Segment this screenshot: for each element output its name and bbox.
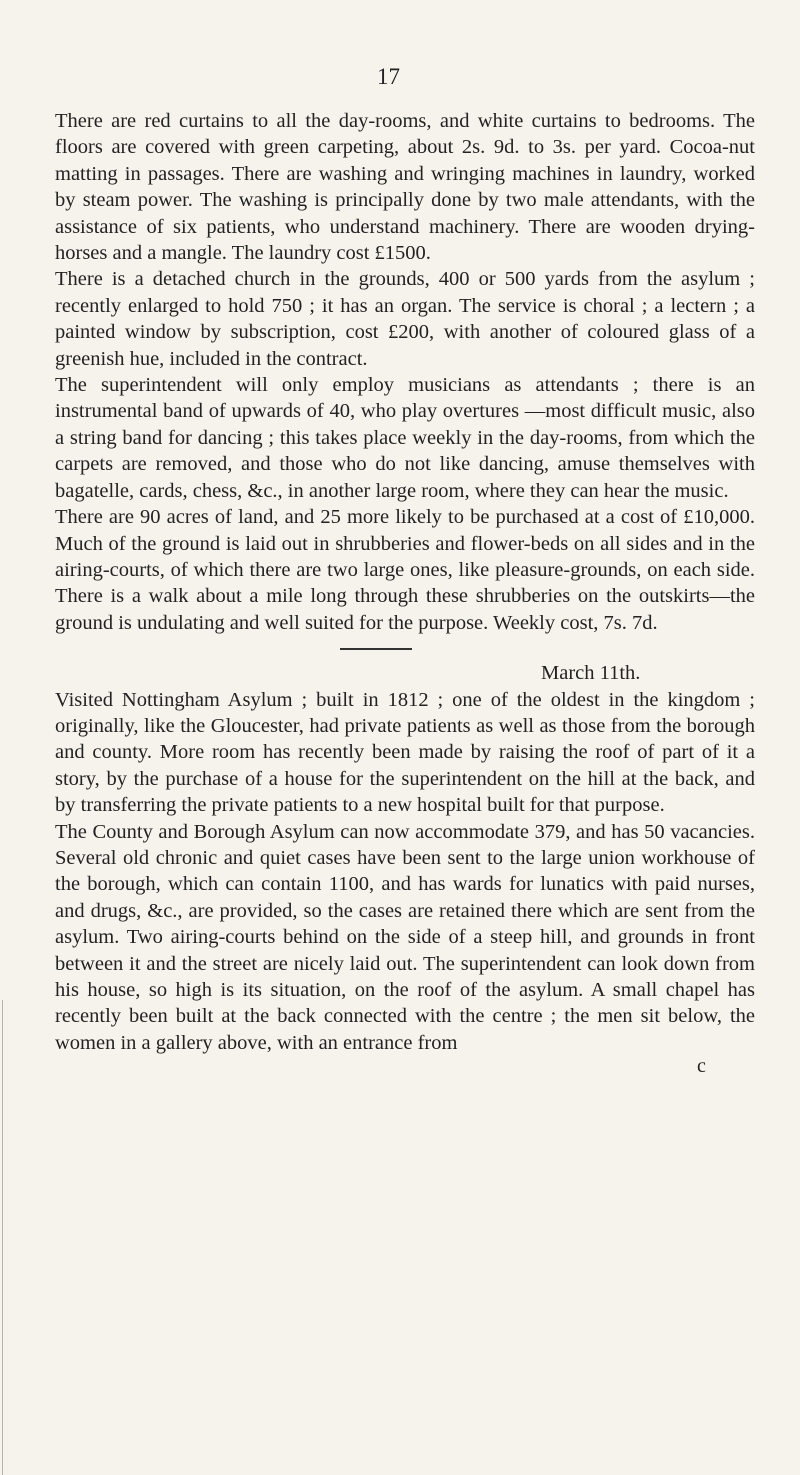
paragraph-band-music: The superintendent will only employ musicians as attendants ; there is an instrumental band of upwards of 40, who play overtures —most difficult music, also a string band for dancing ; this takes place weekly in the day-rooms, from which the carpets are removed, and those who do not like dancing, amuse themselves with bagatelle, cards, chess, &c., in another large room, where they can hear the music. xyxy=(55,374,755,502)
page-edge-line xyxy=(2,1000,3,1475)
page-body xyxy=(55,62,755,1076)
paragraph-curtains-laundry: There are red curtains to all the day-rooms, and white curtains to bedrooms. The floors are covered with green carpeting, about 2s. 9d. to 3s. per yard. Cocoa-nut matting in passages. There are washing and wringing machines in laundry, worked by steam power. The washing is principally done by two male attendants, with the assistance of six patients, who understand machinery. There are wooden drying-horses and a mangle. The laundry cost £1500. xyxy=(55,110,755,265)
paragraph-nottingham-asylum: Visited Nottingham Asylum ; built in 1812 ; one of the oldest in the kingdom ; originally, like the Gloucester, had private patients as well as those from the borough and county. More room has recently been made by raising the roof of part of it a story, by the purchase of a house for the superintendent on the hill at the back, and by transferring the private patients to a new hospital built for that purpose. xyxy=(55,688,755,817)
paragraph-church: There is a detached church in the grounds, 400 or 500 yards from the asylum ; recently enlarged to hold 750 ; it has an organ. The service is choral ; a lectern ; a painted window by subscription, cost £200, with another of coloured glass of a greenish hue, included in the contract. xyxy=(55,268,755,370)
signature-mark: c xyxy=(697,1055,706,1078)
section-divider xyxy=(340,648,412,650)
paragraph-land-grounds: There are 90 acres of land, and 25 more likely to be purchased at a cost of £10,000. Much of the ground is laid out in shrubberies and flower-beds on all sides and in the airing-courts, of which there are two large ones, like pleasure-grounds, on each side. There is a walk about a mile long through these shrubberies on the outskirts—the ground is undulating and well suited for the purpose. Weekly cost, 7s. 7d. xyxy=(55,506,755,634)
entry-date: March 11th. xyxy=(541,662,641,685)
page-number: 17 xyxy=(377,64,400,89)
paragraph-county-borough-asylum: The County and Borough Asylum can now accommodate 379, and has 50 vacancies. Several old chronic and quiet cases have been sent to the large union workhouse of the borough, which can contain 1100, and has wards for lunatics with paid nurses, and drugs, &c., are provided, so the cases are retained there which are sent from the asylum. Two airing-courts behind on the side of a steep hill, and grounds in front between it and the street are nicely laid out. The superintendent can look down from his house, so high is its situation, on the roof of the asylum. A small chapel has recently been built at the back connected with the centre ; the men sit below, the women in a gallery above, with an entrance from xyxy=(55,820,755,1054)
